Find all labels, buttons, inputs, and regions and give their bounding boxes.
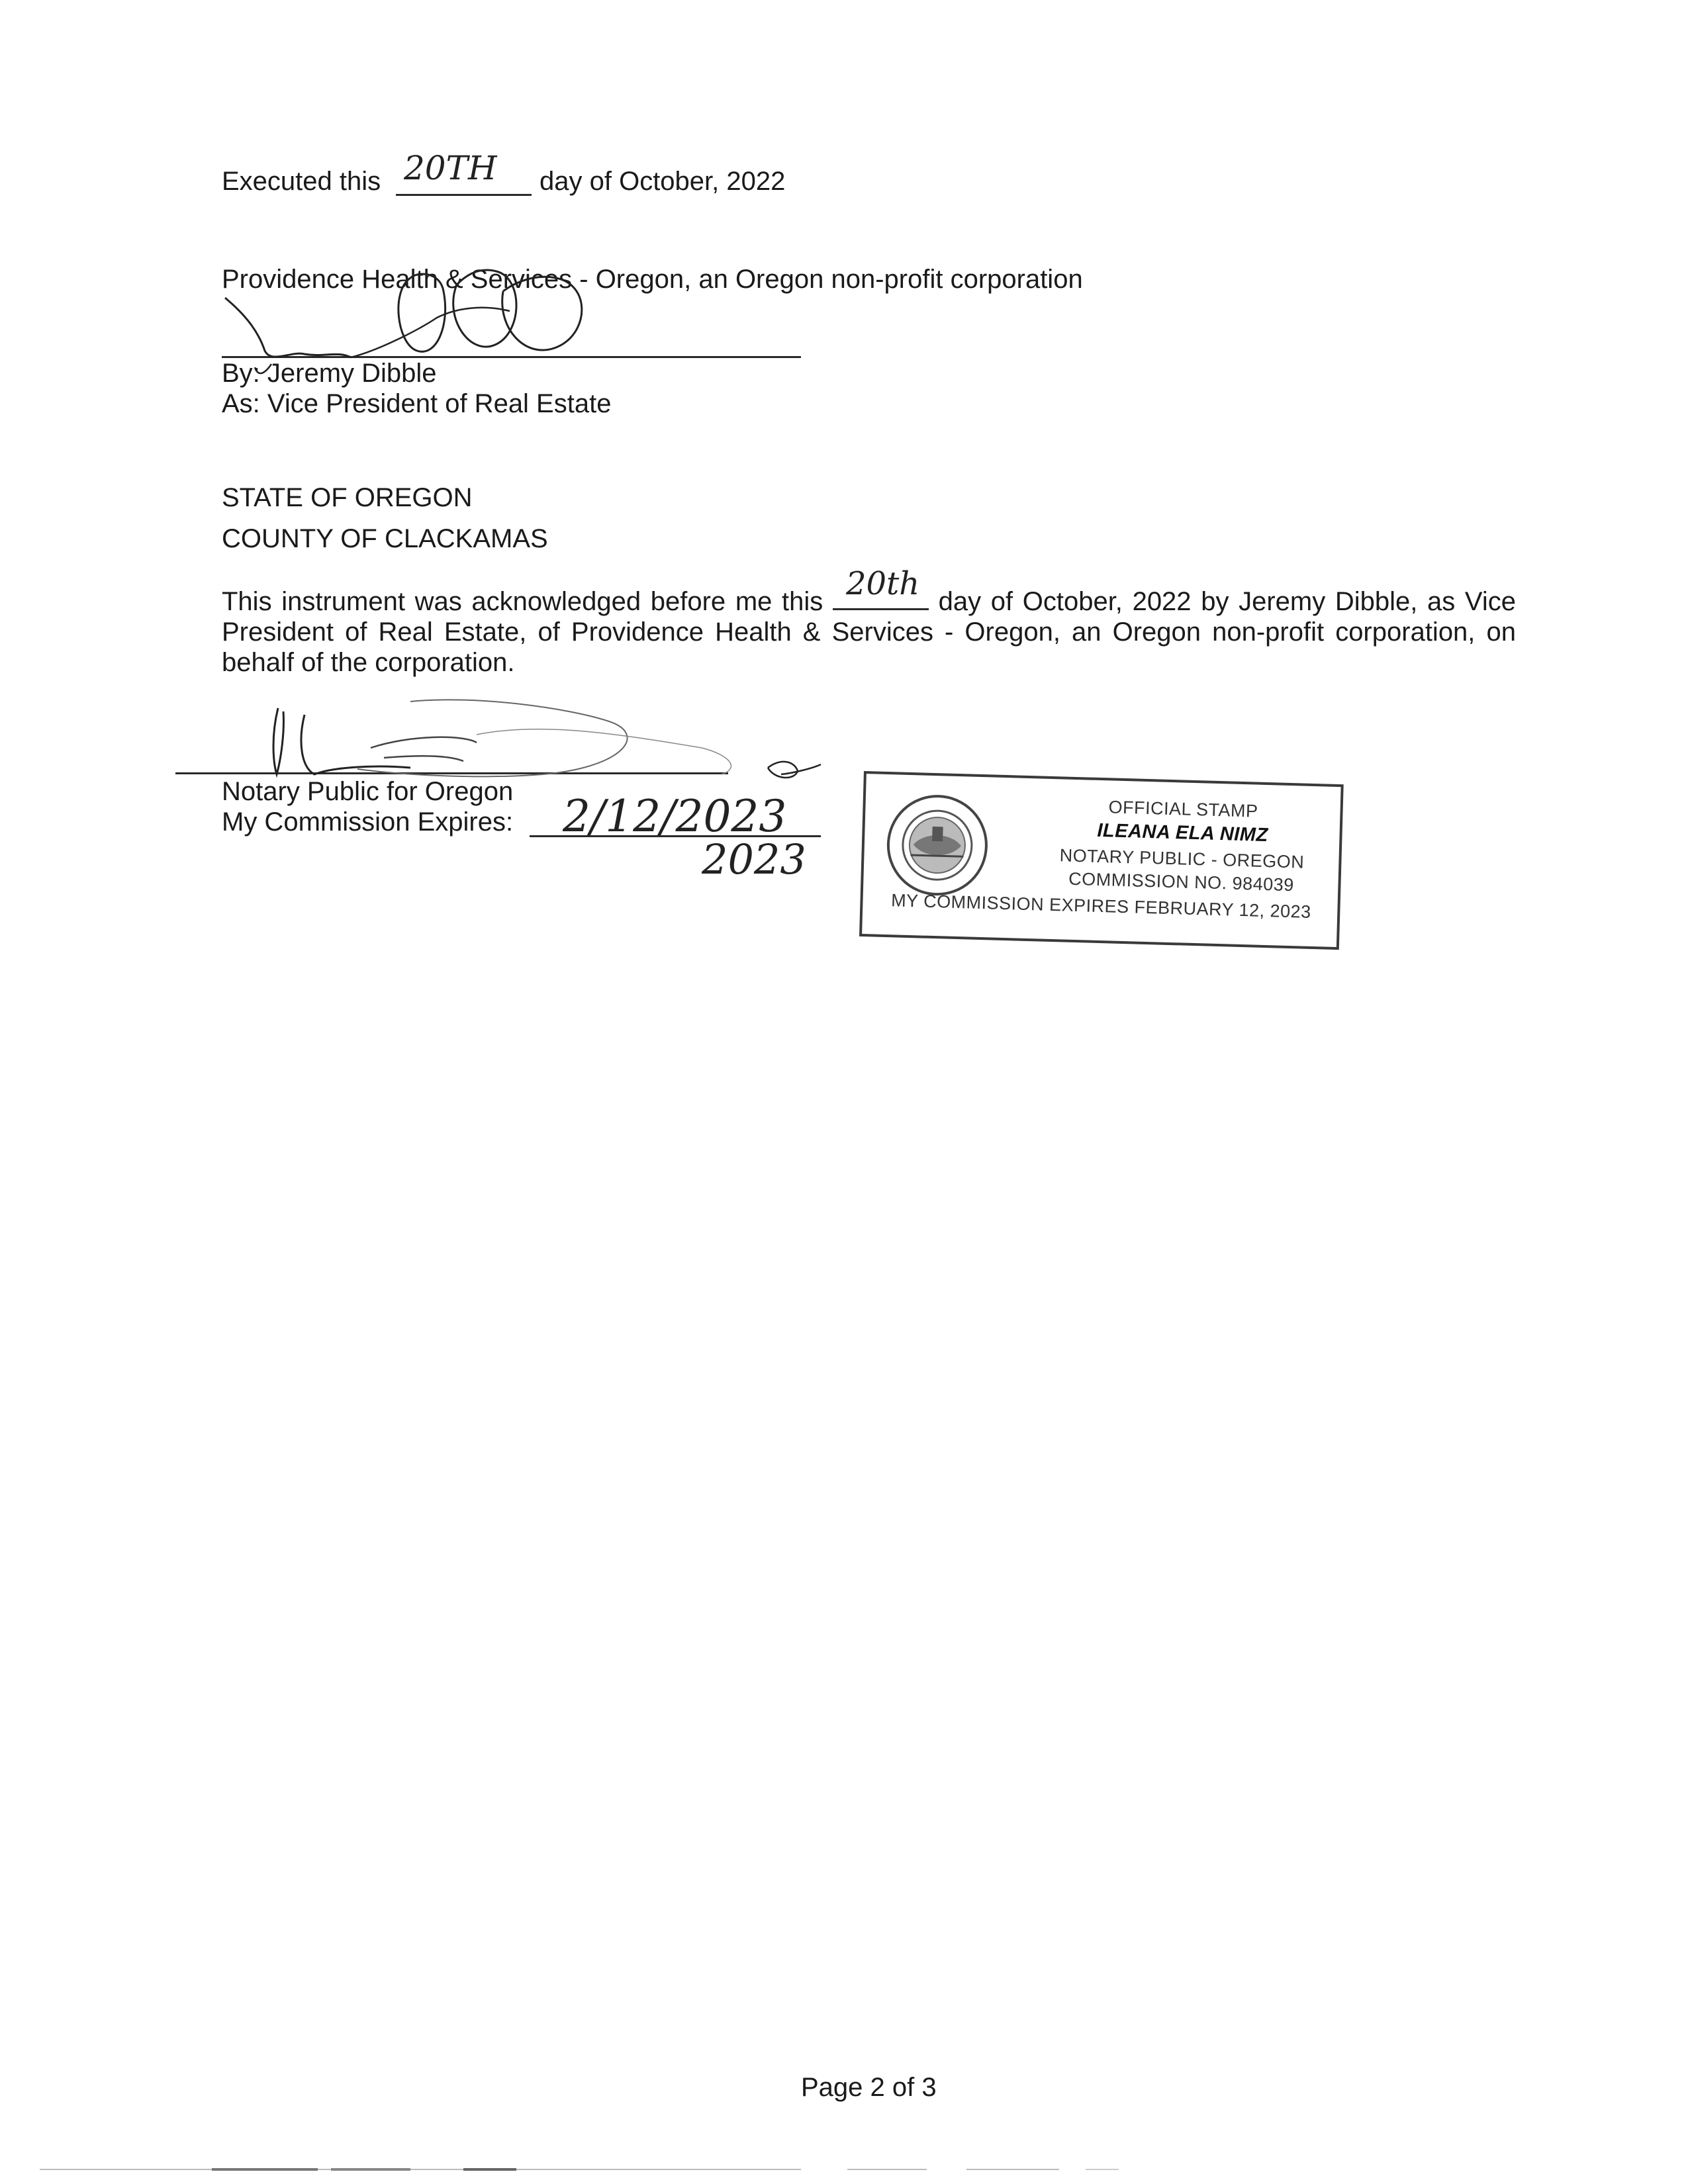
- stamp-line-1: OFFICIAL STAMP: [1108, 797, 1258, 821]
- signatory-as: As: Vice President of Real Estate: [222, 389, 612, 418]
- venue-state: STATE OF OREGON: [222, 483, 473, 512]
- executed-day-blank: [396, 194, 532, 196]
- acknowledgment-part1: This instrument was acknowledged before me this: [222, 587, 823, 616]
- stamp-line-3: NOTARY PUBLIC - OREGON: [1059, 845, 1305, 872]
- notary-expires-handwritten-extra: 2023: [702, 835, 806, 884]
- signatory-by: By: Jeremy Dibble: [222, 359, 437, 388]
- acknowledgment-day-blank: [833, 565, 929, 610]
- signatory-entity: Providence Health & Services - Oregon, an Oregon non-profit corporation: [222, 265, 1083, 294]
- notary-expires-label: My Commission Expires:: [222, 807, 514, 837]
- acknowledgment-part2: day of October, 2022 by Jeremy Dibble, as Vice President of Real Estate, of Providence Health & Services - Oregon, an Oregon non-profit corporation, on behalf of the corporation.: [222, 587, 1516, 677]
- stamp-commission-number: COMMISSION NO. 984039: [1068, 868, 1295, 895]
- executed-day-handwritten: 20TH: [404, 149, 497, 187]
- venue-county: COUNTY OF CLACKAMAS: [222, 524, 548, 553]
- acknowledgment-paragraph: [222, 565, 1516, 678]
- stamp-notary-name: ILEANA ELA NIMZ: [1097, 819, 1269, 846]
- oregon-seal-icon: [883, 791, 992, 899]
- scan-edge-artifact: [40, 2167, 1132, 2171]
- executed-suffix: day of October, 2022: [539, 167, 786, 196]
- official-stamp: [859, 771, 1344, 950]
- stamp-commission-expiry: MY COMMISSION EXPIRES FEBRUARY 12, 2023: [890, 890, 1312, 922]
- notary-expires-handwritten: 2/12/2023: [563, 791, 787, 842]
- acknowledgment-day-handwritten: 20th: [845, 565, 920, 602]
- notary-title: Notary Public for Oregon: [222, 777, 514, 806]
- executed-prefix: Executed this: [222, 167, 381, 196]
- page-number: Page 2 of 3: [801, 2073, 937, 2102]
